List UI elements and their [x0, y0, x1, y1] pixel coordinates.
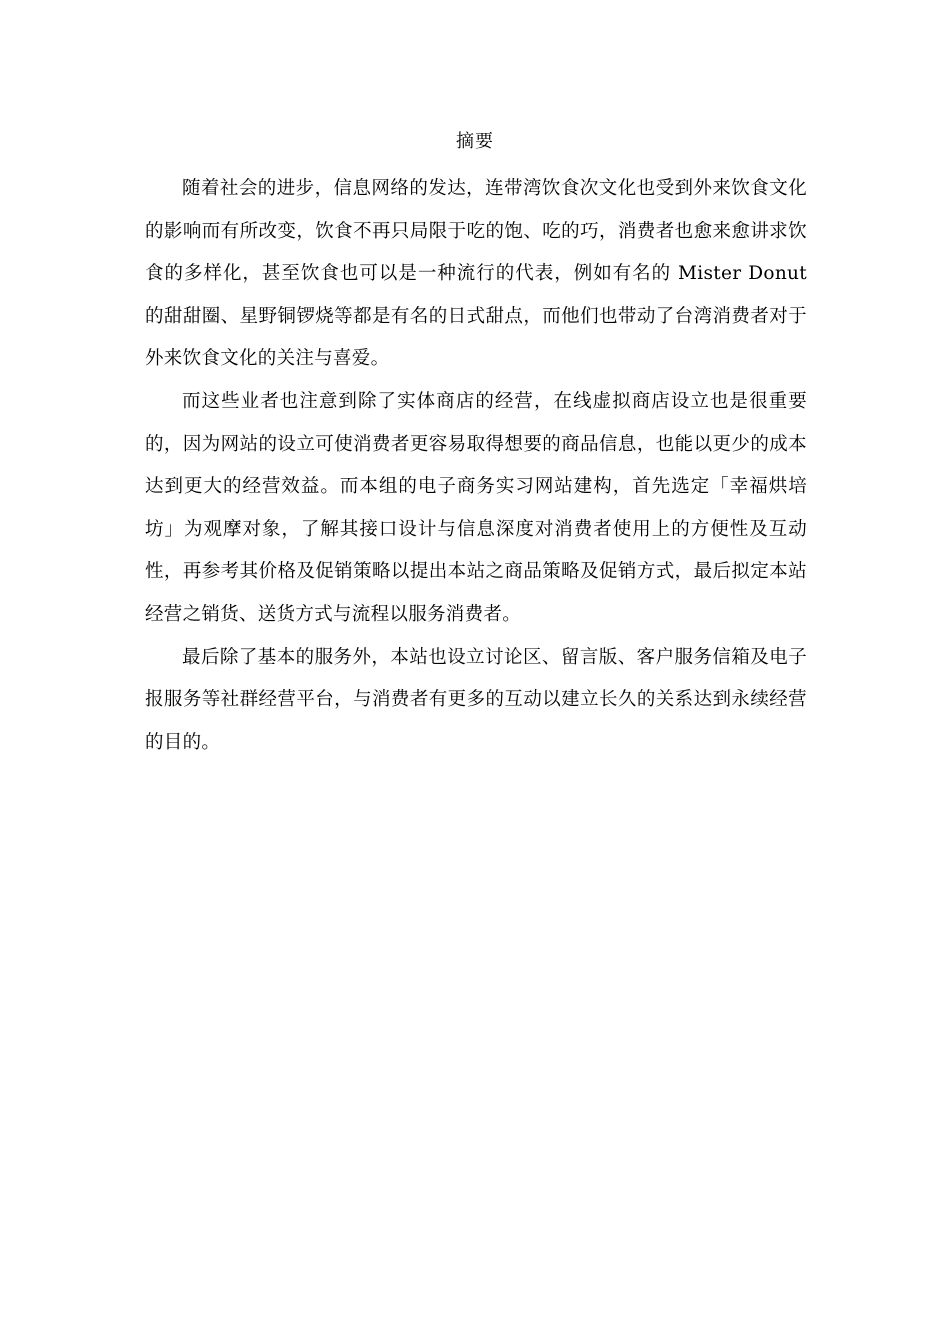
- abstract-paragraph-3: 最后除了基本的服务外，本站也设立讨论区、留言版、客户服务信箱及电子报服务等社群经营平台，与消费者有更多的互动以建立长久的关系达到永续经营的目的。: [145, 646, 807, 753]
- abstract-paragraph-1: 随着社会的进步，信息网络的发达，连带湾饮食次文化也受到外来饮食文化的影响而有所改变，饮食不再只局限于吃的饱、吃的巧，消费者也愈来愈讲求饮食的多样化，甚至饮食也可以是一种流行的代表，例如有名的 Mister Donut 的甜甜圈、星野铜锣烧等都是有名的日式甜点，而他们也带动了台湾消费者对于外来饮食文化的关注与喜爱。: [145, 178, 807, 370]
- abstract-paragraph-2: 而这些业者也注意到除了实体商店的经营，在线虚拟商店设立也是很重要的，因为网站的设立可使消费者更容易取得想要的商品信息，也能以更少的成本达到更大的经营效益。而本组的电子商务实习网站建构，首先选定「幸福烘培坊」为观摩对象，了解其接口设计与信息深度对消费者使用上的方便性及互动性，再参考其价格及促销策略以提出本站之商品策略及促销方式，最后拟定本站经营之销货、送货方式与流程以服务消费者。: [145, 390, 807, 625]
- abstract-body: [145, 168, 807, 764]
- abstract-title: 摘要: [456, 131, 494, 152]
